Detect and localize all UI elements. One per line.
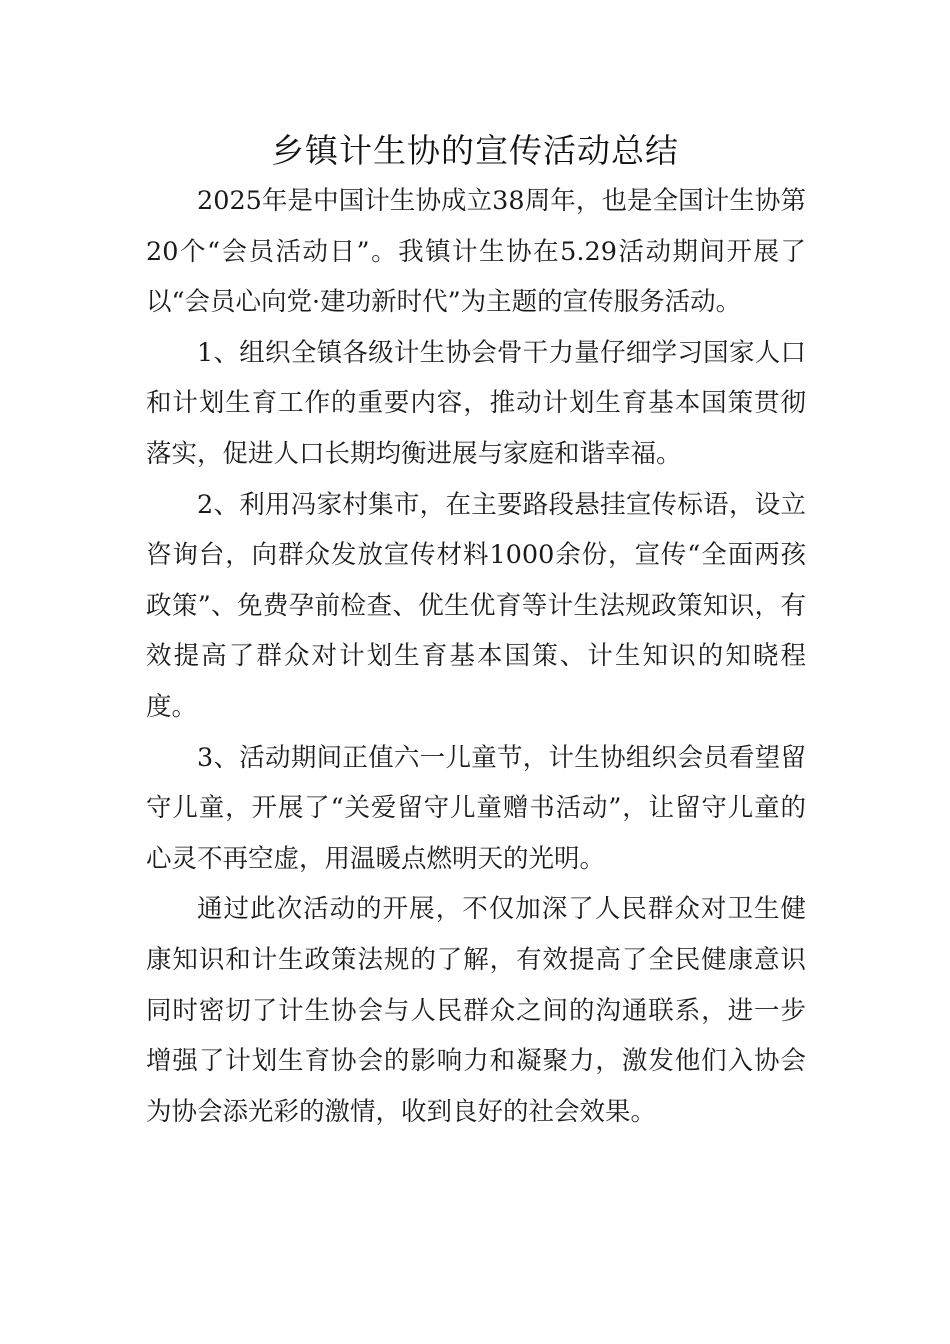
- paragraph-item-2: 2、利用冯家村集市，在主要路段悬挂宣传标语，设立咨询台，向群众发放宣传材料1000余份，宣传“全面两孩政策”、免费孕前检查、优生优育等计生法规政策知识，有效提高了群众对计划生育基本国策、计生知识的知晓程度。: [146, 489, 806, 722]
- paragraph-intro: 2025年是中国计生协成立38周年，也是全国计生协第20个“会员活动日”。我镇计生协在5.29活动期间开展了以“会员心向党·建功新时代”为主题的宣传服务活动。: [146, 186, 806, 318]
- document-title: 乡镇计生协的宣传活动总结: [271, 131, 679, 170]
- paragraph-item-3: 3、活动期间正值六一儿童节，计生协组织会员看望留守儿童，开展了“关爱留守儿童赠书活动”，让留守儿童的心灵不再空虚，用温暖点燃明天的光明。: [146, 742, 806, 874]
- paragraph-item-1: 1、组织全镇各级计生协会骨干力量仔细学习国家人口和计划生育工作的重要内容，推动计划生育基本国策贯彻落实，促进人口长期均衡进展与家庭和谐幸福。: [146, 337, 806, 469]
- paragraph-conclusion: 通过此次活动的开展，不仅加深了人民群众对卫生健康知识和计生政策法规的了解，有效提高了全民健康意识同时密切了计生协会与人民群众之间的沟通联系，进一步增强了计划生育协会的影响力和凝聚力，激发他们入协会为协会添光彩的激情，收到良好的社会效果。: [146, 894, 806, 1127]
- document-body: [146, 176, 806, 1137]
